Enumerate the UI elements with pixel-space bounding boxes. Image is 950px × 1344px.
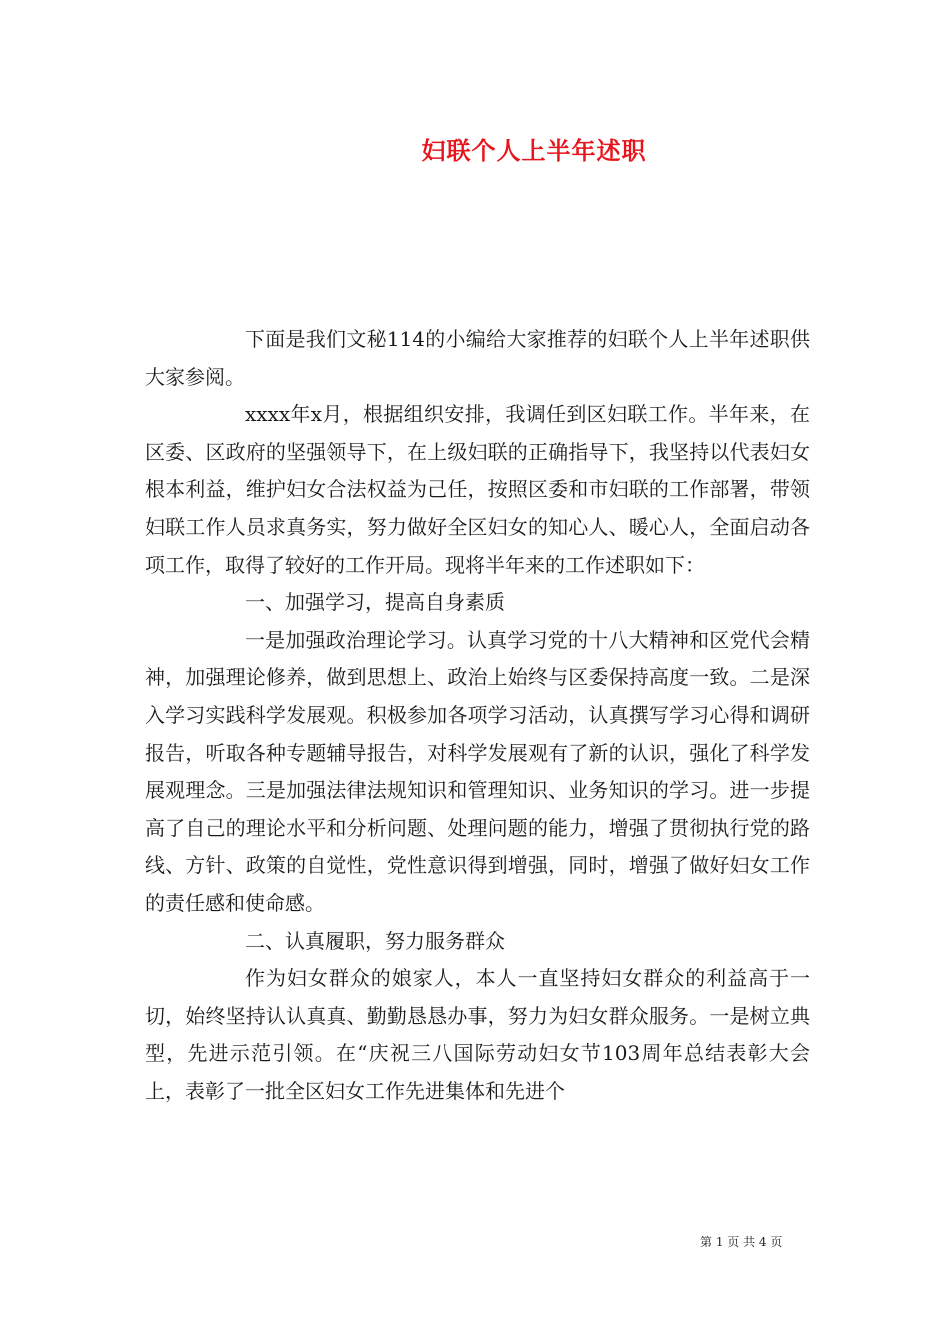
paragraph-study: 一是加强政治理论学习。认真学习党的十八大精神和区党代会精神，加强理论修养，做到思想上、政治上始终与区委保持高度一致。二是深入学习实践科学发展观。积极参加各项学习活动，认真撰写学习心得和调研报告，听取各种专题辅导报告，对科学发展观有了新的认识，强化了科学发展观理念。三是加强法律法规知识和管理知识、业务知识的学习。进一步提高了自己的理论水平和分析问题、处理问题的能力，增强了贯彻执行党的路线、方针、政策的自觉性，党性意识得到增强，同时，增强了做好妇女工作的责任感和使命感。 bbox=[145, 627, 810, 915]
section-heading-2: 二、认真履职，努力服务群众 bbox=[245, 928, 505, 953]
document-title: 妇联个人上半年述职 bbox=[421, 136, 647, 165]
paragraph-opening: xxxx年x月，根据组织安排，我调任到区妇联工作。半年来，在区委、区政府的坚强领导下，在上级妇联的正确指导下，我坚持以代表妇女根本利益，维护妇女合法权益为己任，按照区委和市妇联的工作部署，带领妇联工作人员求真务实，努力做好全区妇女的知心人、暖心人，全面启动各项工作，取得了较好的工作开局。现将半年来的工作述职如下： bbox=[145, 402, 810, 577]
paragraph-intro: 下面是我们文秘114的小编给大家推荐的妇联个人上半年述职供大家参阅。 bbox=[145, 327, 810, 389]
section-heading-1: 一、加强学习，提高自身素质 bbox=[245, 590, 505, 615]
document-body bbox=[145, 321, 810, 1110]
paragraph-service: 作为妇女群众的娘家人，本人一直坚持妇女群众的利益高于一切，始终坚持认认真真、勤勤恳恳办事，努力为妇女群众服务。一是树立典型，先进示范引领。在“庆祝三八国际劳动妇女节103周年总结表彰大会上，表彰了一批全区妇女工作先进集体和先进个 bbox=[145, 966, 810, 1103]
page-footer: 第 1 页 共 4 页 bbox=[700, 1235, 783, 1249]
